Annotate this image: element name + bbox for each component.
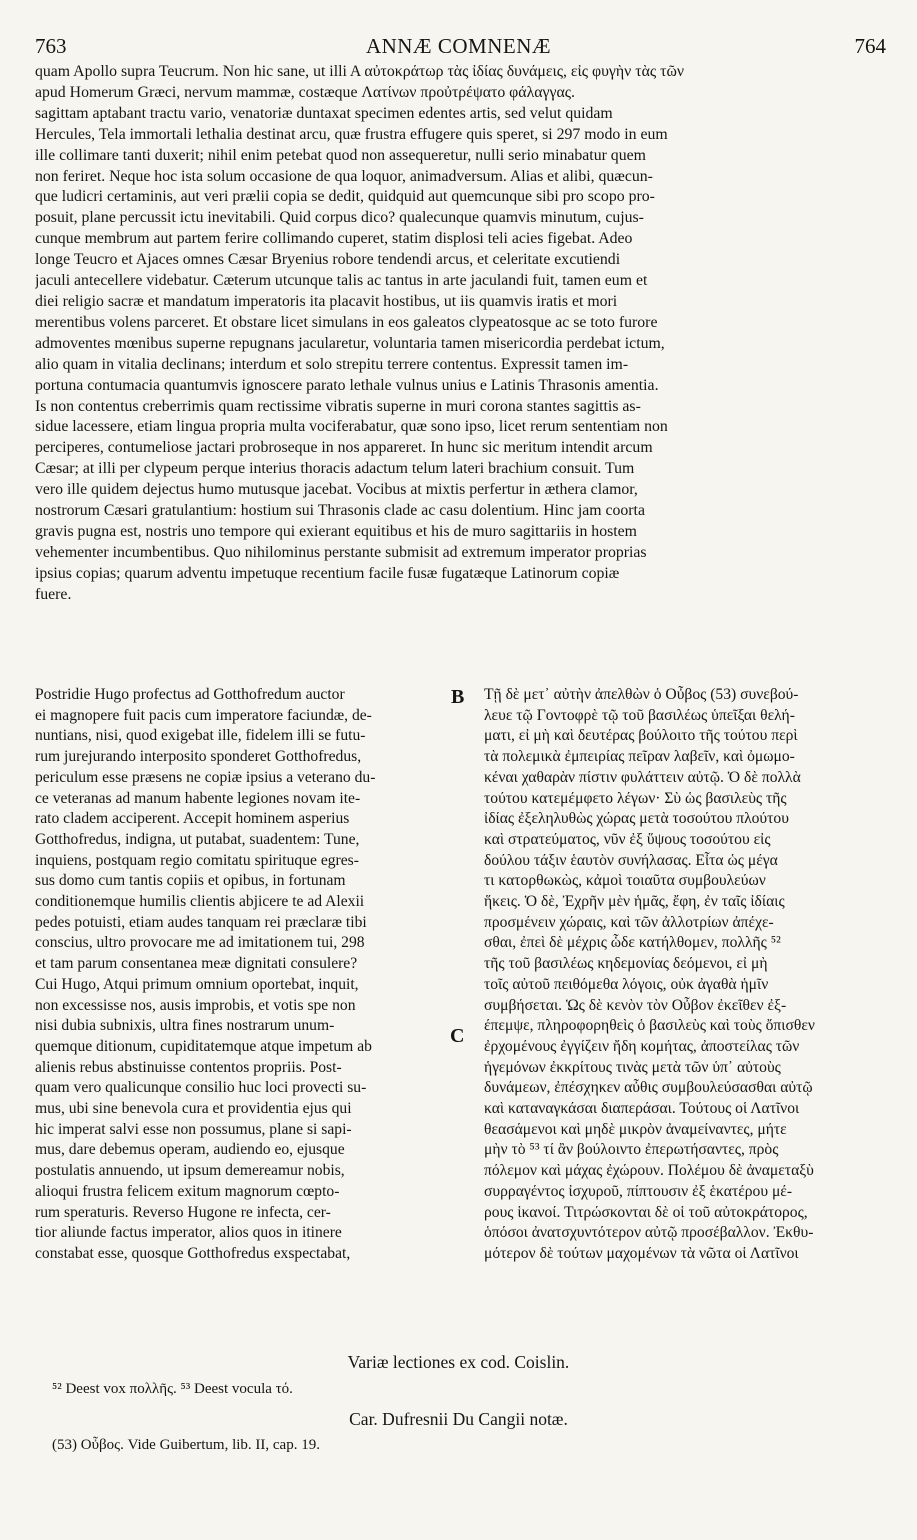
text-line: σθαι, ἐπεὶ δὲ μέχρις ὧδε κατήλθομεν, πολλῆς ⁵²: [484, 934, 781, 952]
variae-lectiones-title: Variæ lectiones ex cod. Coislin.: [347, 1352, 570, 1372]
text-line: alienis rebus abstinuisse contentos propriis. Post-: [35, 1058, 342, 1076]
text-line: πόλεμον καὶ μάχας ἐχώρουν. Πολέμου δὲ ἀναμεταξὺ: [484, 1162, 814, 1180]
text-line: τι κατορθωκὼς, κἀμοὶ τοιαῦτα συμβουλεύων: [484, 872, 766, 890]
text-line: portuna contumacia quantumvis ignoscere parato lethale vulnus unius e Latinis Thrasonis amentia.: [35, 376, 659, 394]
text-line: nuntians, nisi, quod exigebat ille, fidelem illi se futu-: [35, 727, 366, 745]
text-line: merentibus volens parceret. Et obstare licet simulans in eos galeatos clypeatosque ac se toto furore: [35, 313, 658, 331]
text-line: cunque membrum aut partem ferire collimando cuperet, statim displosi teli acies figebat. Adeo: [35, 230, 633, 248]
text-line: ματι, εἰ μὴ καὶ δευτέρας βούλοιτο τῆς τούτου περὶ: [484, 727, 798, 745]
text-line: ἥκεις. Ὁ δὲ, Ἐχρῆν μὲν ἡμᾶς, ἔφη, ἐν ταῖς ἰδίαις: [484, 893, 785, 911]
text-line: τοῖς αὐτοῦ πειθόμεθα λόγοις, οὐκ ἀγαθὰ ἡμῖν: [484, 975, 769, 993]
text-line: rum speraturis. Reverso Hugone re infecta, cer-: [35, 1203, 331, 1221]
text-line: periculum esse præsens ne copiæ ipsius a veterano du-: [35, 768, 376, 786]
page-number-right: 764: [854, 34, 886, 58]
text-line: κέναι χαθαρὰν πίστιν φυλάττειν αὐτῷ. Ὁ δὲ πολλὰ: [484, 768, 801, 786]
text-line: que ludicri certaminis, aut veri prælii copia se dedit, quidquid aut quemcunque sibi pro scopo pro-: [35, 188, 655, 206]
text-line: inquiens, postquam regio comitatu spirituque egres-: [35, 851, 359, 869]
text-line: ἡγεμόνων ἐκκρίτους τινὰς μετὰ τῶν ὑπ᾽ αὐτοὺς: [484, 1058, 781, 1076]
text-line: ἰδίας ἐξεληλυθὼς χώρας μετὰ τοσούτου πλούτου: [484, 810, 789, 828]
text-line: ei magnopere fuit pacis cum imperatore faciundæ, de-: [35, 706, 372, 724]
text-line: apud Homerum Græci, nervum mammæ, costæque Λατίνων προὐτρέψατο φάλαγγας.: [35, 83, 575, 101]
text-line: μότερον δὲ τούτων μαχομένων τὰ νῶτα οἱ Λατῖνοι: [484, 1244, 799, 1262]
text-line: non excessisse nos, ausis improbis, et votis spe non: [35, 996, 356, 1014]
text-line: rum jurejurando interposito sponderet Gotthofredus,: [35, 748, 362, 766]
text-line: συμβήσεται. Ὡς δὲ κενὸν τὸν Οὖβον ἐκεῖθεν ἐξ-: [484, 996, 787, 1014]
text-line: ce veteranas ad manum habente legiones novam ite-: [35, 789, 361, 807]
text-line: ipsius copias; quarum adventu impetuque recentium facile fusæ fugatæque Latinorum copiæ: [35, 564, 620, 582]
text-line: τῆς τοῦ βασιλέως κηδεμονίας δεόμενοι, εἰ μὴ: [484, 955, 768, 973]
page-header: [0, 28, 917, 58]
text-line: conscius, ultro provocare me ad imitationem tui, 298: [35, 934, 365, 952]
greek-column: [484, 685, 881, 1265]
text-line: Τῇ δὲ μετ᾽ αὐτὴν ἀπελθὼν ὁ Οὖβος (53) συνεβού-: [484, 686, 799, 703]
text-line: hic imperat salvi esse non possumus, plane si sapi-: [35, 1120, 352, 1138]
du-cange-note: (53) Οὖβος. Vide Guibertum, lib. II, cap. 19.: [52, 1437, 320, 1453]
text-line: non feriret. Neque hoc ista solum occasione de qua loquor, animadversum. Alias et alibi, quæcun-: [35, 167, 653, 185]
text-line: ἐρχομένους ἐγγίζειν ἤδη κομήτας, ἀποστείλας τῶν: [484, 1037, 800, 1055]
text-line: quam vero qualicunque consilio huc loci provecti su-: [35, 1079, 367, 1097]
running-title: ANNÆ COMNENÆ: [365, 34, 552, 58]
page-number-left: 763: [35, 34, 67, 58]
text-line: nisi dubia subnixis, ultra fines nostrarum unum-: [35, 1017, 335, 1035]
text-line: tior aliunde factus imperator, alios quos in itinere: [35, 1224, 342, 1242]
text-line: δυνάμεων, ἐπέσχηκεν αὖθις συμβουλεύσασθαι αὐτῷ: [484, 1079, 813, 1097]
text-line: rato cladem acciperent. Accepit hominem asperius: [35, 810, 350, 828]
text-line: jaculi antecellere videbatur. Cæterum utcunque talis ac tantus in arte jaculandi fuit, tamen eum et: [35, 272, 648, 290]
text-line: θεασάμενοι καὶ μηδὲ μικρὸν ἀναμείναντες, μήτε: [484, 1120, 787, 1138]
text-line: diei religio sacræ et mandatum imperatoris ita placavit hostibus, ut iis quamvis iratis et mori: [35, 292, 618, 310]
text-line: fuere.: [35, 585, 72, 603]
text-line: pedes potuisti, etiam audes tanquam rei præclaræ tibi: [35, 913, 367, 931]
text-line: Cæsar; at illi per clypeum perque interius thoracis adactum telum lateri brachium consuit. Tum: [35, 460, 635, 478]
text-line: postulatis annuendo, ut ipsum demereamur nobis,: [35, 1162, 345, 1180]
full-width-text: [35, 62, 880, 606]
text-line: Is non contentus creberrimis quam rectissime vibratis superne in muri corona stantes sagittis as-: [35, 397, 641, 415]
text-line: τὰ πολεμικὰ ἐμπειρίας πεῖραν λαβεῖν, καὶ ὀμωμο-: [484, 748, 795, 766]
text-line: sagittam aptabant tractu vario, venatoriæ duntaxat specimen edentes artis, sed velut quidam: [35, 104, 613, 122]
text-line: συρραγέντος ἰσχυροῦ, πίπτουσιν ἐξ ἑκατέρου μέ-: [484, 1182, 793, 1200]
text-line: quam Apollo supra Teucrum. Non hic sane, ut illi A αὐτοκράτωρ τὰς ἰδίας δυνάμεις, εἰς φυγὴν τὰς τῶν: [35, 63, 684, 80]
text-line: τούτου κατεμέμφετο λέγων· Σὺ ὡς βασιλεὺς τῆς: [484, 789, 787, 807]
text-line: sus domo cum tantis copiis et opibus, in fortunam: [35, 872, 346, 890]
text-line: Hercules, Tela immortali lethalia destinat arcu, quæ frustra effugere quis speret, si 297 modo in eum: [35, 125, 668, 143]
text-line: alioqui frustra felicem exitum magnorum cœpto-: [35, 1182, 340, 1200]
text-line: nostrorum Cæsari gratulantium: hostium sui Thrasonis clade ac casu dolentium. Hinc jam coorta: [35, 502, 645, 520]
margin-mark-c: C: [450, 1025, 465, 1047]
text-line: longe Teucro et Ajaces omnes Cæsar Bryenius robore tendendi arcus, et celeritate excutiendi: [35, 251, 621, 269]
text-line: vehementer incumbentibus. Quo nihilominus perstante submisit ad extremum imperator proprias: [35, 543, 647, 561]
text-line: Gotthofredus, indigna, ut putabat, suadentem: Tune,: [35, 830, 360, 848]
du-cange-notes-title: Car. Dufresnii Du Cangii notæ.: [349, 1409, 568, 1429]
text-line: δούλου τάξιν ἑαυτὸν συνήλασας. Εἶτα ὡς μέγα: [484, 851, 778, 869]
variae-lectiones-notes: ⁵² Deest vox πολλῆς. ⁵³ Deest vocula τό.: [52, 1381, 293, 1397]
text-line: alio quam in vitalia declinans; interdum et solo strepitu terrere contentus. Expressit tamen im-: [35, 355, 629, 373]
text-line: vero ille quidem dejectus humo mutusque jacebat. Vocibus at mixtis perfertur in æthera clamor,: [35, 481, 638, 499]
text-line: admoventes mœnibus superne repugnans jacularetur, voluntaria tamen misericordia perdebat ictum,: [35, 334, 665, 352]
text-line: καὶ στρατεύματος, νῦν ἐξ ὕψους τοσούτου εἰς: [484, 830, 771, 848]
margin-mark-b: B: [451, 686, 465, 708]
text-line: quemque ditionum, cupiditatemque atque impetum ab: [35, 1037, 372, 1055]
text-line: έπεμψε, πληροφορηθεὶς ὁ βασιλεὺς καὶ τοὺς ὄπισθεν: [484, 1017, 815, 1035]
latin-column: [35, 685, 447, 1265]
text-line: λευε τῷ Γοντοφρὲ τῷ τοῦ βασιλέως ὑπεῖξαι θελή-: [484, 706, 795, 724]
text-line: Cui Hugo, Atqui primum omnium oportebat, inquit,: [35, 975, 359, 993]
text-line: ρους ἱκανοί. Τιτρώσκονται δὲ οἱ τοῦ αὐτοκράτορος,: [484, 1203, 808, 1221]
text-line: gravis pugna est, nostris uno tempore qui exierant equitibus et his de muro sagittariis in hostem: [35, 522, 637, 540]
text-line: posuit, plane percussit ictu inevitabili. Quid corpus dico? qualecunque quamvis minutum, cujus-: [35, 209, 644, 227]
text-line: perciperes, contumeliose jactari probroseque in nos appareret. In hunc sic meritum intendit arcum: [35, 439, 653, 457]
text-line: ὁπόσοι ἀνατσχυντότερον αὐτῷ προσέβαλλον. Ἐκθυ-: [484, 1224, 814, 1242]
text-line: mus, ubi sine benevola cura et providentia ejus qui: [35, 1100, 352, 1118]
text-line: καὶ καταναγκάσαι διαπεράσαι. Τούτους οἱ Λατῖνοι: [484, 1100, 800, 1118]
text-line: sidue lacessere, etiam lingua propria multa vociferabatur, quæ sono ipso, licet rerum sententiam non: [35, 418, 668, 436]
text-line: προσμένειν χώραις, καὶ τῶν ἀλλοτρίων ἀπέχε-: [484, 913, 774, 931]
text-line: conditionemque humilis clientis abjicere te ad Alexii: [35, 893, 365, 911]
text-line: mus, dare debemus operam, audiendo eo, ejusque: [35, 1141, 345, 1159]
text-line: et tam parum consentanea meæ dignitati consulere?: [35, 955, 358, 973]
text-line: Postridie Hugo profectus ad Gotthofredum auctor: [35, 686, 345, 703]
text-line: μὴν τὸ ⁵³ τί ἂν βούλοιντο ἐπερωτήσαντες, πρὸς: [484, 1141, 779, 1159]
text-line: constabat esse, quosque Gotthofredus exspectabat,: [35, 1244, 351, 1262]
text-line: ille collimare tanti duxerit; nihil enim petebat quod non assequeretur, nulli serio minabatur quem: [35, 146, 646, 164]
